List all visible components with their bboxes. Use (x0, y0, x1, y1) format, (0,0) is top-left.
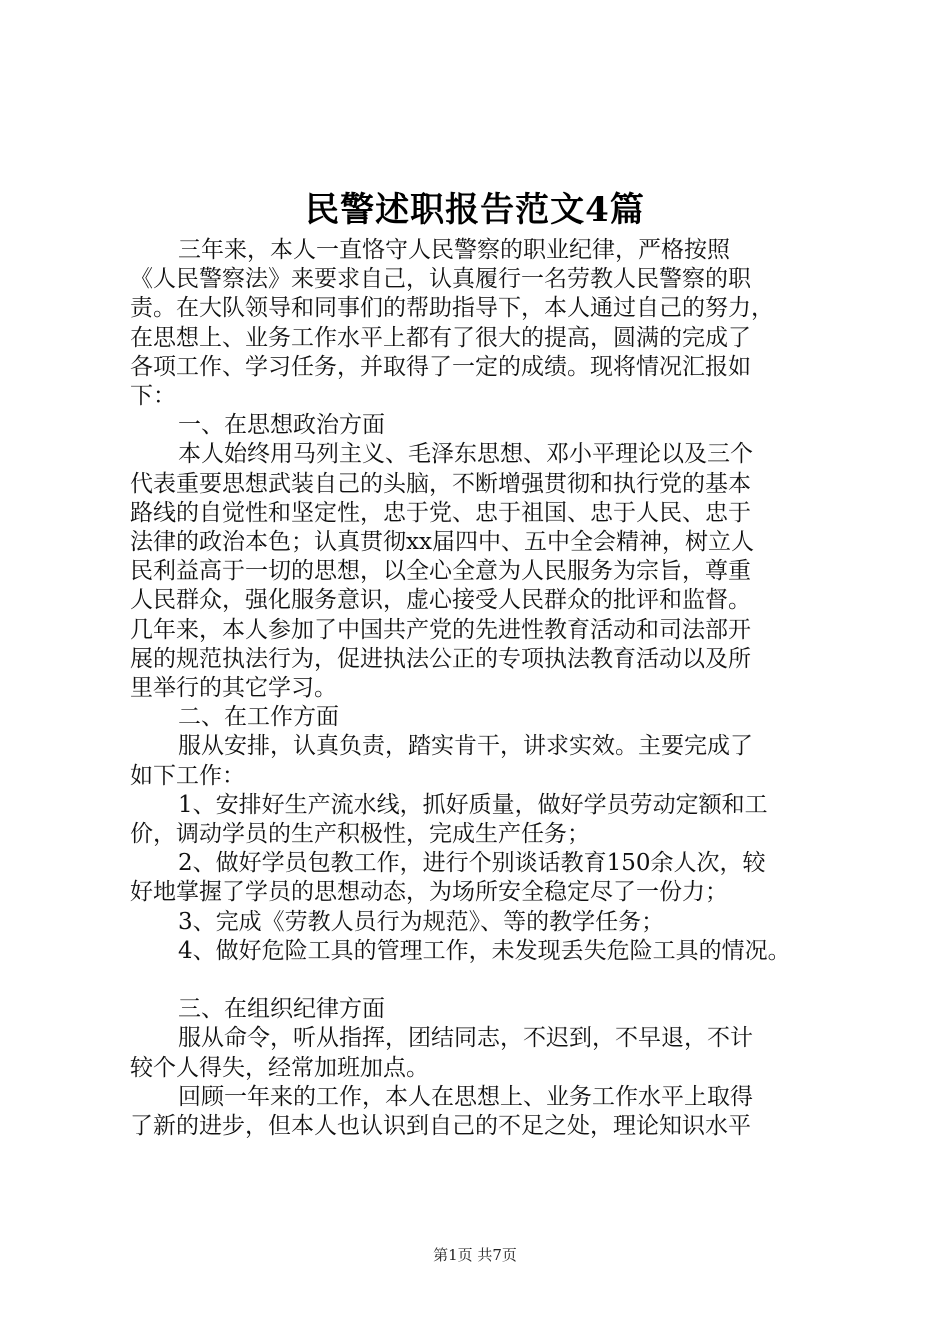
section-heading: 三、在组织纪律方面 (178, 996, 385, 1023)
list-item-line: 1、安排好生产流水线，抓好质量，做好学员劳动定额和工 (178, 791, 768, 818)
list-item-line: 3、完成《劳教人员行为规范》、等的教学任务； (178, 908, 665, 935)
paragraph-line: 回顾一年来的工作，本人在思想上、业务工作水平上取得 (178, 1083, 753, 1110)
document-body (130, 236, 835, 1141)
paragraph-line: 服从命令，听从指挥，团结同志，不迟到，不早退，不计 (178, 1025, 753, 1052)
paragraph-line: 几年来，本人参加了中国共产党的先进性教育活动和司法部开 (130, 616, 751, 643)
paragraph-line: 展的规范执法行为，促进执法公正的专项执法教育活动以及所 (130, 645, 751, 672)
list-item-line: 价，调动学员的生产积极性，完成生产任务； (130, 821, 590, 848)
paragraph-line: 如下工作： (130, 762, 245, 789)
paragraph-line: 里举行的其它学习。 (130, 675, 337, 702)
paragraph-line: 服从安排，认真负责，踏实肯干，讲求实效。主要完成了 (178, 733, 753, 760)
document-title: 民警述职报告范文4篇 (305, 190, 645, 230)
paragraph-line: 法律的政治本色；认真贯彻xx届四中、五中全会精神，树立人 (130, 529, 754, 556)
list-item-line: 好地掌握了学员的思想动态，为场所安全稳定尽了一份力； (130, 879, 728, 906)
section-heading: 一、在思想政治方面 (178, 412, 385, 439)
section-heading: 二、在工作方面 (178, 704, 339, 731)
paragraph-line: 三年来，本人一直恪守人民警察的职业纪律，严格按照 (178, 237, 730, 263)
paragraph-line: 路线的自觉性和坚定性，忠于党、忠于祖国、忠于人民、忠于 (130, 499, 751, 526)
paragraph-line: 《人民警察法》来要求自己，认真履行一名劳教人民警察的职 (130, 266, 751, 293)
paragraph-line: 人民群众，强化服务意识，虚心接受人民群众的批评和监督。 (130, 587, 751, 614)
paragraph-line: 代表重要思想武装自己的头脑，不断增强贯彻和执行党的基本 (130, 470, 751, 497)
blank-line (130, 966, 835, 995)
list-item-line: 4、做好危险工具的管理工作，未发现丢失危险工具的情况。 (178, 937, 791, 964)
paragraph-line: 本人始终用马列主义、毛泽东思想、邓小平理论以及三个 (178, 441, 753, 468)
page-number: 第1页 共7页 (433, 1246, 517, 1264)
paragraph-line: 较个人得失，经常加班加点。 (130, 1054, 429, 1081)
paragraph-line: 了新的进步，但本人也认识到自己的不足之处，理论知识水平 (130, 1113, 751, 1140)
paragraph-line: 民利益高于一切的思想，以全心全意为人民服务为宗旨，尊重 (130, 558, 751, 585)
paragraph-line: 下： (130, 383, 176, 410)
paragraph-line: 责。在大队领导和同事们的帮助指导下，本人通过自己的努力， (130, 295, 774, 322)
list-item-line: 2、做好学员包教工作，进行个别谈话教育150余人次，较 (178, 850, 766, 877)
paragraph-line: 各项工作、学习任务，并取得了一定的成绩。现将情况汇报如 (130, 353, 751, 380)
paragraph-line: 在思想上、业务工作水平上都有了很大的提高，圆满的完成了 (130, 324, 751, 351)
